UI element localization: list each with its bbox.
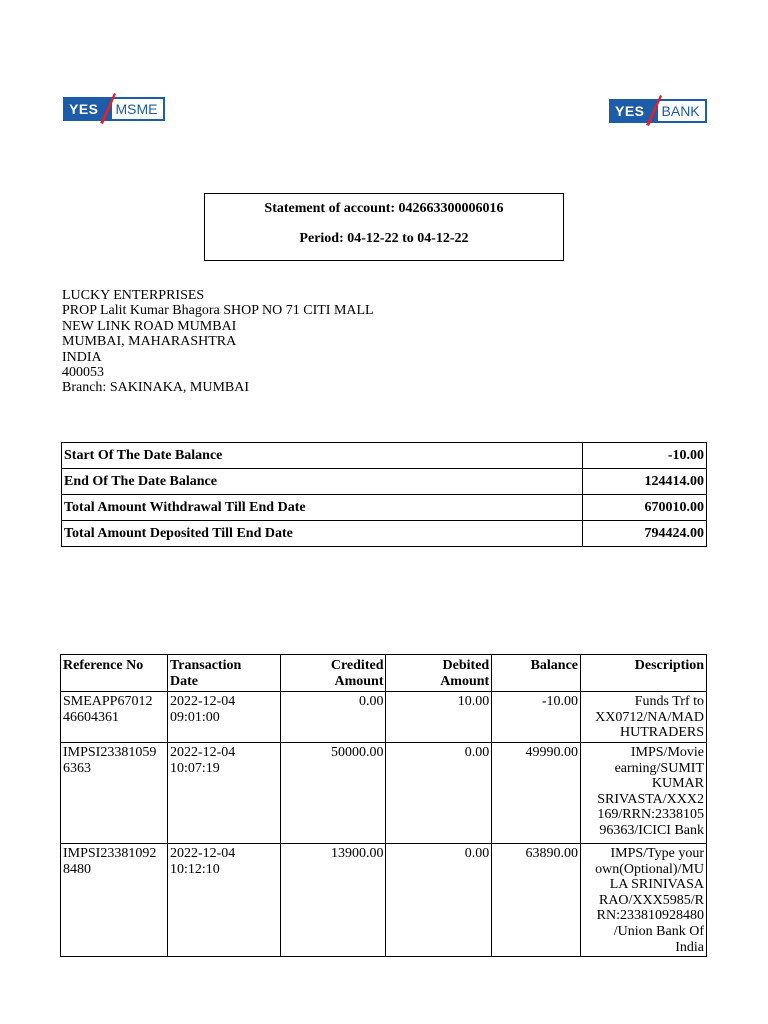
header-reference-no: Reference No: [61, 655, 168, 692]
statement-period: Period: 04-12-22 to 04-12-22: [299, 231, 469, 246]
header-description: Description: [581, 655, 707, 692]
customer-address: [62, 288, 374, 396]
cell-description: IMPS/Type your own(Optional)/MU LA SRINIVASA RAO/XXX5985/R RN:233810928480 /Union Bank Of India: [581, 844, 707, 957]
summary-value: 670010.00: [583, 495, 707, 521]
address-line: LUCKY ENTERPRISES: [62, 288, 205, 303]
address-line: 400053: [62, 365, 104, 381]
statement-header-box: [204, 193, 564, 261]
logo-slash-icon: [648, 99, 658, 123]
header-transaction-date: Transaction Date: [167, 655, 280, 692]
cell-debited: 0.00: [386, 743, 492, 844]
cell-debited: 10.00: [386, 692, 492, 743]
cell-reference-no: IMPSI23381059 6363: [61, 743, 168, 844]
cell-balance: 49990.00: [492, 743, 581, 844]
summary-value: 124414.00: [583, 469, 707, 495]
summary-label: End Of The Date Balance: [62, 469, 583, 495]
summary-value: -10.00: [583, 443, 707, 469]
cell-balance: 63890.00: [492, 844, 581, 957]
logo-slash-icon: [102, 97, 112, 121]
cell-transaction-date: 2022-12-04 10:07:19: [167, 743, 280, 844]
header-debited-amount: Debited Amount: [386, 655, 492, 692]
cell-description: IMPS/Movie earning/SUMIT KUMAR SRIVASTA/XXX2 169/RRN:2338105 96363/ICICI Bank: [581, 743, 707, 844]
cell-balance: -10.00: [492, 692, 581, 743]
summary-label: Total Amount Deposited Till End Date: [62, 521, 583, 547]
cell-reference-no: IMPSI23381092 8480: [61, 844, 168, 957]
logo-bank-text: BANK: [658, 99, 707, 123]
cell-transaction-date: 2022-12-04 10:12:10: [167, 844, 280, 957]
transactions-table: [60, 654, 707, 957]
summary-row: [62, 443, 707, 469]
cell-credited: 50000.00: [280, 743, 386, 844]
table-row: [61, 743, 707, 844]
address-line: NEW LINK ROAD MUMBAI: [62, 318, 237, 334]
summary-row: [62, 521, 707, 547]
header-balance: Balance: [492, 655, 581, 692]
logo-yes-text: YES: [63, 97, 102, 121]
logo-yes-text: YES: [609, 99, 648, 123]
address-line: Branch: SAKINAKA, MUMBAI: [62, 380, 250, 396]
cell-credited: 0.00: [280, 692, 386, 743]
address-line: INDIA: [62, 349, 102, 365]
summary-row: [62, 495, 707, 521]
summary-row: [62, 469, 707, 495]
summary-label: Start Of The Date Balance: [62, 443, 583, 469]
header-credited-amount: Credited Amount: [280, 655, 386, 692]
cell-transaction-date: 2022-12-04 09:01:00: [167, 692, 280, 743]
yes-bank-logo: [609, 99, 707, 123]
cell-debited: 0.00: [386, 844, 492, 957]
logo-msme-text: MSME: [112, 97, 165, 121]
cell-reference-no: SMEAPP67012 46604361: [61, 692, 168, 743]
summary-value: 794424.00: [583, 521, 707, 547]
table-header-row: [61, 655, 707, 692]
cell-description: Funds Trf to XX0712/NA/MAD HUTRADERS: [581, 692, 707, 743]
address-line: MUMBAI, MAHARASHTRA: [62, 334, 237, 350]
table-row: [61, 692, 707, 743]
table-row: [61, 844, 707, 957]
address-line: PROP Lalit Kumar Bhagora SHOP NO 71 CITI MALL: [62, 303, 374, 319]
yes-msme-logo: [63, 97, 165, 121]
summary-label: Total Amount Withdrawal Till End Date: [62, 495, 583, 521]
statement-title: Statement of account: 042663300006016: [264, 201, 504, 216]
balance-summary-table: [61, 442, 707, 547]
cell-credited: 13900.00: [280, 844, 386, 957]
